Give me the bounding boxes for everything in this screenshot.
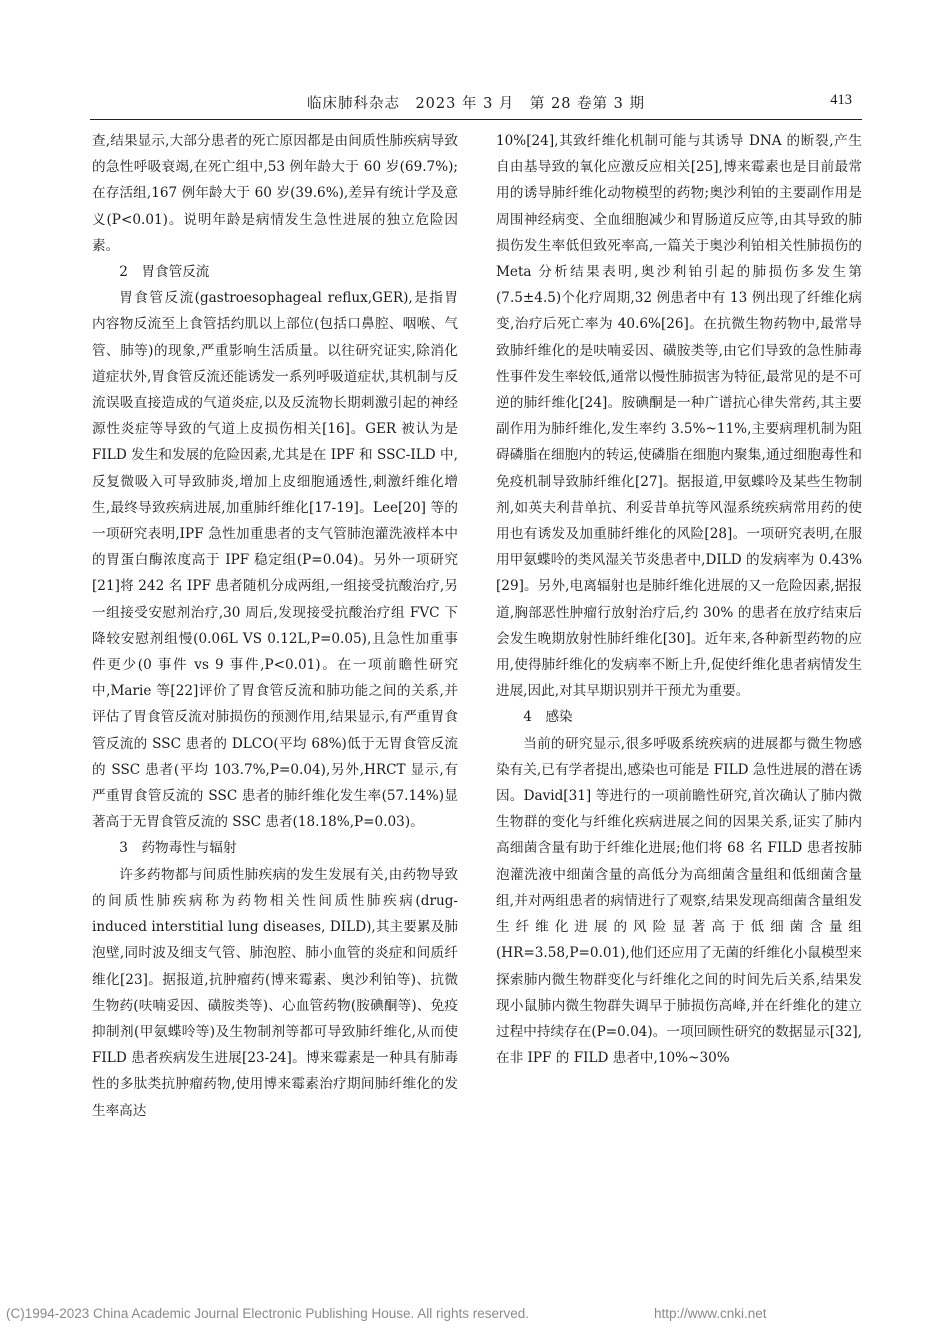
paragraph-drug-continued: 10%[24],其致纤维化机制可能与其诱导 DNA 的断裂,产生自由基导致的氧化应激反应相关[25],博来霉素也是目前最常用的诱导肺纤维化动物模型的药物;奥沙利铂的主要副作用是周围神经病变、全血细胞减少和胃肠道反应等,由其导致的肺损伤发生率低但致死率高,一篇关于奥沙利铂相关性肺损伤的 Meta 分析结果表明,奥沙利铂引起的肺损伤多发生第(7.5±4.5)个化疗周期,32 例患者中有 13 例出现了纤维化病变,治疗后死亡率为 40.6%[26]。在抗微生物药物中,最常导致肺纤维化的是呋喃妥因、磺胺类等,由它们导致的急性肺毒性事件发生率较低,通常以慢性肺损害为特征,最常见的是不可逆的肺纤维化[24]。胺碘酮是一种广谱抗心律失常药,其主要副作用为肺纤维化,发生率约 3.5%~11%,主要病理机制为阻碍磷脂在细胞内的转运,使磷脂在细胞内聚集,通过细胞毒性和免疫机制导致肺纤维化[27]。据报道,甲氨蝶呤及某些生物制剂,如英夫利昔单抗、利妥昔单抗等风湿系统疾病常用药的使用也有诱发及加重肺纤维化的风险[28]。一项研究表明,在服用甲氨蝶呤的类风湿关节炎患者中,DILD 的发病率为 0.43%[29]。另外,电离辐射也是肺纤维化进展的又一危险因素,据报道,胸部恶性肿瘤行放射治疗后,约 30% 的患者在放疗结束后会发生晚期放射性肺纤维化[30]。近年来,各种新型药物的应用,使得肺纤维化的发病率不断上升,促使纤维化患者病情发生进展,因此,对其早期识别并干预尤为重要。 bbox=[496, 133, 862, 700]
page-number: 413 bbox=[830, 92, 852, 108]
section-title: 胃食管反流 bbox=[141, 264, 210, 281]
right-column bbox=[496, 128, 862, 1071]
section-heading-4 bbox=[496, 704, 862, 730]
paragraph-continued: 查,结果显示,大部分患者的死亡原因都是由间质性肺疾病导致的急性呼吸衰竭,在死亡组中,53 例年龄大于 60 岁(69.7%);在存活组,167 例年龄大于 60 岁(39.6%),差异有统计学及意义(P<0.01)。说明年龄是病情发生急性进展的独立危险因素。 bbox=[92, 133, 458, 254]
section-number: 2 bbox=[119, 264, 128, 281]
running-header bbox=[90, 92, 862, 118]
paragraph-drug: 许多药物都与间质性肺疾病的发生发展有关,由药物导致的间质性肺疾病称为药物相关性间质性肺疾病(drug-induced interstitial lung diseases, DILD),其主要累及肺泡壁,同时波及细支气管、肺泡腔、肺小血管的炎症和间质纤维化[23]。据报道,抗肿瘤药(博来霉素、奥沙利铂等)、抗微生物药(呋喃妥因、磺胺类等)、心血管药物(胺碘酮等)、免疫抑制剂(甲氨蝶呤等)及生物制剂等都可导致肺纤维化,从而使 FILD 患者疾病发生进展[23-24]。博来霉素是一种具有肺毒性的多肽类抗肿瘤药物,使用博来霉素治疗期间肺纤维化的发生率高达 bbox=[92, 866, 458, 1119]
paragraph-ger: 胃食管反流(gastroesophageal reflux,GER),是指胃内容物反流至上食管括约肌以上部位(包括口鼻腔、咽喉、气管、肺等)的现象,严重影响生活质量。以往研究证实,除消化道症状外,胃食管反流还能诱发一系列呼吸道症状,其机制与反流误吸直接造成的气道炎症,以及反流物长期刺激引起的神经源性炎症等导致的气道上皮损伤相关[16]。GER 被认为是 FILD 发生和发展的危险因素,尤其是在 IPF 和 SSC-ILD 中,反复微吸入可导致肺炎,增加上皮细胞通透性,刺激纤维化增生,最终导致疾病进展,加重肺纤维化[17-19]。Lee[20] 等的一项研究表明,IPF 急性加重患者的支气管肺泡灌洗液样本中的胃蛋白酶浓度高于 IPF 稳定组(P=0.04)。另外一项研究[21]将 242 名 IPF 患者随机分成两组,一组接受抗酸治疗,另一组接受安慰剂治疗,30 周后,发现接受抗酸治疗组 FVC 下降较安慰剂组慢(0.06L VS 0.12L,P=0.05),且急性加重事件更少(0 事件 vs 9 事件,P<0.01)。在一项前瞻性研究中,Marie 等[22]评价了胃食管反流和肺功能之间的关系,并评估了胃食管反流对肺损伤的预测作用,结果显示,有严重胃食管反流的 SSC 患者的 DLCO(平均 68%)低于无胃食管反流的 SSC 患者(平均 103.7%,P=0.04),另外,HRCT 显示,有严重胃食管反流的 SSC 患者的肺纤维化发生率(57.14%)显著高于无胃食管反流的 SSC 患者(18.18%,P=0.03)。 bbox=[92, 290, 458, 831]
section-heading-3 bbox=[92, 835, 458, 861]
header-rule bbox=[90, 119, 862, 120]
copyright-notice: (C)1994-2023 China Academic Journal Electronic Publishing House. All rights reserved. bbox=[6, 1306, 530, 1321]
paragraph-infection: 当前的研究显示,很多呼吸系统疾病的进展都与微生物感染有关,已有学者提出,感染也可能是 FILD 急性进展的潜在诱因。David[31] 等进行的一项前瞻性研究,首次确认了肺内微生物群的变化与纤维化疾病进展之间的因果关系,证实了肺内高细菌含量有助于纤维化进展;他们将 68 名 FILD 患者按肺泡灌洗液中细菌含量的高低分为高细菌含量组和低细菌含量组,并对两组患者的病情进行了观察,结果发现高细菌含量组发生纤维化进展的风险显著高于低细菌含量组(HR=3.58,P=0.01),他们还应用了无菌的纤维化小鼠模型来探索肺内微生物群变化与纤维化之间的时间先后关系,结果发现小鼠肺内微生物群失调早于肺损伤高峰,并在纤维化的建立过程中持续存在(P=0.04)。一项回顾性研究的数据显示[32],在非 IPF 的 FILD 患者中,10%~30% bbox=[496, 735, 862, 1067]
website-link[interactable]: http://www.cnki.net bbox=[654, 1306, 767, 1321]
section-title: 感染 bbox=[545, 709, 573, 726]
left-column bbox=[92, 128, 458, 1124]
section-number: 4 bbox=[523, 709, 532, 726]
section-title: 药物毒性与辐射 bbox=[141, 840, 237, 857]
section-heading-2 bbox=[92, 259, 458, 285]
section-number: 3 bbox=[119, 840, 128, 857]
journal-title: 临床肺科杂志 2023 年 3 月 第 28 卷第 3 期 bbox=[306, 96, 646, 112]
